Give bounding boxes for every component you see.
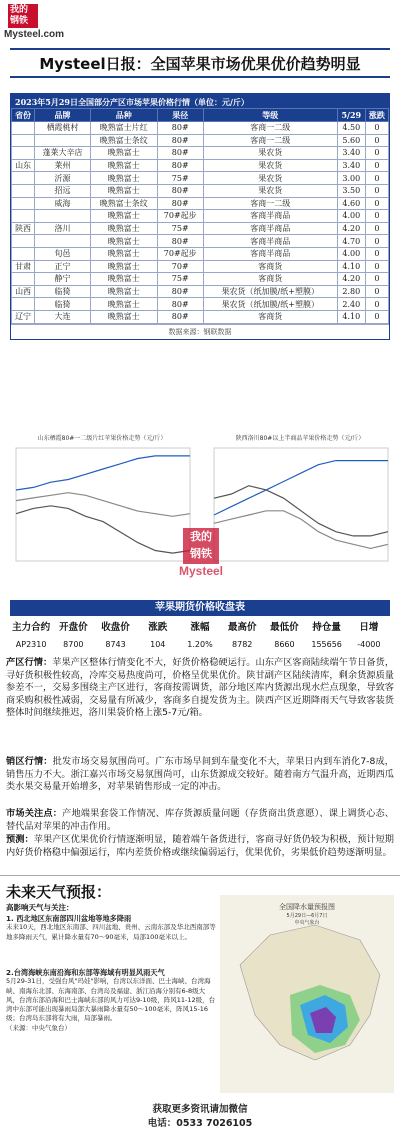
series-line-1 (16, 506, 190, 553)
futures-value-row (10, 635, 390, 654)
table-cell: 客商一二级 (203, 134, 337, 147)
table-cell: 0 (365, 147, 388, 160)
table-cell: 80# (157, 134, 203, 147)
table-cell: 0 (365, 310, 388, 323)
table-cell: 70#起步 (157, 247, 203, 260)
logo-text-1: 我的 (10, 5, 29, 15)
futures-value-cell: 1.20% (187, 640, 213, 649)
table-cell: 0 (365, 260, 388, 273)
table-cell: 旬邑 (35, 247, 91, 260)
mysteel-logo (8, 4, 38, 28)
section-divider (0, 875, 400, 876)
table-header-cell: 品种 (90, 109, 157, 122)
table-row (12, 147, 389, 160)
table-cell (35, 210, 91, 223)
table-cell: 沂源 (35, 172, 91, 185)
table-cell: 0 (365, 235, 388, 248)
table-cell (35, 134, 91, 147)
futures-header-cell: 开盘价 (59, 621, 88, 633)
table-cell: 静宁 (35, 273, 91, 286)
table-cell: 0 (365, 210, 388, 223)
table-row (12, 260, 389, 273)
watermark-box (183, 528, 219, 564)
table-cell: 果农货（纸加膜/纸+塑膜） (203, 298, 337, 311)
table-cell: 4.10 (337, 260, 365, 273)
table-cell: 4.70 (337, 235, 365, 248)
table-cell: 4.50 (337, 122, 365, 135)
market-label: 市场关注点： (6, 808, 63, 819)
table-cell: 晚熟富士 (90, 285, 157, 298)
futures-header-cell: 最低价 (270, 621, 299, 633)
chart-frame (16, 448, 190, 561)
table-cell: 0 (365, 273, 388, 286)
table-cell: 山西 (12, 285, 35, 298)
series-line-0 (214, 461, 388, 515)
table-cell: 晚熟富士 (90, 222, 157, 235)
table-row (12, 222, 389, 235)
table-cell: 4.00 (337, 247, 365, 260)
title-bar (10, 48, 390, 78)
weather-item1-text: 未来10天，西北地区东南部、四川盆地、贵州、云南东部及华北西南部等地多降雨天气，累计降水量有70～90毫米，局部100毫米以上。 (6, 923, 216, 941)
map-subtitle-source: 中央气象台 (294, 920, 320, 926)
weather-source: （来源：中央气象台） (6, 1023, 71, 1032)
table-cell: 陕西 (12, 222, 35, 235)
table-row (12, 247, 389, 260)
weather-title: 未来天气预报： (6, 883, 112, 901)
futures-header-cell: 持仓量 (312, 621, 341, 633)
chart-frame (214, 448, 388, 561)
table-header-cell: 品牌 (35, 109, 91, 122)
table-cell: 0 (365, 285, 388, 298)
sales-text: 批发市场交易氛围尚可。广东市场早间到车量变化不大，苹果日内到车消化7-8成，销售压力不大。浙江嘉兴市场交易氛围尚可，山东货源成交较好。随着南方气温升高，近期西瓜类水果交易量开始增多，对苹果销售形成一定的冲击。 (6, 756, 394, 793)
table-cell: 正宁 (35, 260, 91, 273)
footer-line1: 获取更多资讯请加微信 (152, 1104, 248, 1115)
table-cell (12, 147, 35, 160)
table-cell: 客商货 (203, 273, 337, 286)
table-cell: 0 (365, 222, 388, 235)
table-row (12, 298, 389, 311)
weather-item2-text: 5月29-31日，受强台风"玛娃"影响，台湾以东洋面、巴士海峡、台湾海峡、南海东北部、东海南部、台湾岛及福建、浙江沿海分别有6-8级大风，台湾东部沿海和巴士海峡东部的风力可达9-10级，阵风11-12级，台湾中东部可能出现暴雨局部大暴雨降水量有50～100毫米，阵风15-16级；台湾岛东部将有大雨，局部暴雨。 (6, 977, 216, 1023)
table-body (12, 122, 389, 324)
table-cell: 80# (157, 197, 203, 210)
forecast-text: 苹果产区优果优价行情逐渐明显，随着端午备货进行，客商寻好货仍较为积极，预计短期内好货价格稳中偏强运行，库内差货价格或继续偏弱运行，优果优价，劣果低价趋势逐渐明显。 (6, 834, 394, 858)
table-cell: 80# (157, 122, 203, 135)
market-text: 产地端果套袋工作情况、库存货源质量问题（存货商出货意愿）、课上调货心态、替代品对苹果的冲击作用。 (6, 808, 394, 832)
table-cell: 0 (365, 134, 388, 147)
footer (0, 1103, 400, 1131)
table-row (12, 184, 389, 197)
table-row (12, 197, 389, 210)
futures-value-cell: -4000 (357, 640, 381, 649)
table-cell (12, 247, 35, 260)
futures-header-cell: 主力合约 (12, 621, 51, 633)
table-cell: 晚熟富士 (90, 184, 157, 197)
logo-site: Mysteel.com (4, 29, 65, 40)
table-cell: 晚熟富士 (90, 247, 157, 260)
table-cell (12, 210, 35, 223)
series-line-1 (214, 486, 388, 536)
weather-item2-head: 2.台湾海峡东南沿海和东部等海域有明显风雨天气 (6, 968, 165, 977)
table-cell: 80# (157, 310, 203, 323)
table-cell (12, 235, 35, 248)
table-cell: 80# (157, 235, 203, 248)
table-cell: 客商半商品 (203, 235, 337, 248)
table-cell: 客商半商品 (203, 222, 337, 235)
table-cell: 洛川 (35, 222, 91, 235)
table-cell: 80# (157, 147, 203, 160)
watermark-line1: 我的 (190, 530, 212, 543)
table-cell (12, 172, 35, 185)
table-cell: 客商货 (203, 260, 337, 273)
table-cell: 2.40 (337, 298, 365, 311)
table-cell (12, 273, 35, 286)
futures-value-cell: 104 (150, 640, 166, 649)
table-cell: 晚熟富士条纹 (90, 134, 157, 147)
table-cell: 3.00 (337, 172, 365, 185)
table-cell: 山东 (12, 159, 35, 172)
table-cell: 晚熟富士 (90, 147, 157, 160)
table-cell: 招远 (35, 184, 91, 197)
table-cell: 果农货 (203, 184, 337, 197)
market-section (6, 808, 394, 833)
table-cell: 果农货 (203, 147, 337, 160)
table-cell: 晚熟富士 (90, 310, 157, 323)
table-cell: 临猗 (35, 285, 91, 298)
table-cell: 0 (365, 247, 388, 260)
table-cell: 客商半商品 (203, 247, 337, 260)
table-cell: 晚熟富士 (90, 235, 157, 248)
table-cell: 果农货（纸加膜/纸+塑膜） (203, 285, 337, 298)
table-cell: 75# (157, 222, 203, 235)
futures-value-cell: 8660 (274, 640, 295, 649)
table-cell: 晚熟富士 (90, 260, 157, 273)
weather-item1-head: 1. 西北地区东南部四川盆地等地多降雨 (6, 914, 132, 923)
forecast-label: 预测： (6, 834, 34, 845)
series-line-2 (214, 511, 388, 549)
table-cell (12, 184, 35, 197)
table-cell: 70#起步 (157, 210, 203, 223)
table-cell: 客商半商品 (203, 210, 337, 223)
series-line-0 (16, 456, 190, 490)
table-cell: 75# (157, 172, 203, 185)
sales-section (6, 756, 394, 794)
table-cell: 果农货 (203, 159, 337, 172)
table-row (12, 273, 389, 286)
table-cell: 80# (157, 184, 203, 197)
futures-table (10, 616, 390, 654)
table-cell: 晚熟富士 (90, 172, 157, 185)
weather-item-1 (6, 914, 216, 942)
futures-value-cell: 8782 (232, 640, 253, 649)
table-cell: 临猗 (35, 298, 91, 311)
futures-value-cell: AP2310 (15, 640, 47, 649)
map-subtitle-date: 5月29日—6月7日 (286, 913, 328, 919)
table-cell: 莱州 (35, 159, 91, 172)
table-cell: 晚熟富士 (90, 159, 157, 172)
table-cell: 晚熟富士条纹 (90, 197, 157, 210)
table-row (12, 310, 389, 323)
page-title: Mysteel日报：全国苹果市场优果优价趋势明显 (39, 54, 361, 73)
table-header-cell: 果径 (157, 109, 203, 122)
table-cell (12, 197, 35, 210)
table-cell: 客商货 (203, 310, 337, 323)
table-cell: 辽宁 (12, 310, 35, 323)
table-cell: 4.00 (337, 210, 365, 223)
price-table (10, 93, 390, 340)
forecast-section (6, 834, 394, 859)
table-cell: 威海 (35, 197, 91, 210)
map-svg (220, 895, 394, 1093)
table-caption: 2023年5月29日全国部分产区市场苹果价格行情（单位：元/斤） (11, 94, 389, 108)
table-cell: 0 (365, 172, 388, 185)
weather-item-2 (6, 968, 216, 1033)
table-cell (12, 122, 35, 135)
table-cell: 客商一二级 (203, 197, 337, 210)
futures-header-cell: 收盘价 (101, 621, 130, 633)
table-row (12, 235, 389, 248)
table-cell: 3.40 (337, 147, 365, 160)
table-header-cell: 涨跌 (365, 109, 388, 122)
futures-value-cell: 8700 (63, 640, 84, 649)
sales-label: 销区行情： (6, 756, 53, 767)
table-cell: 甘肃 (12, 260, 35, 273)
table-cell: 3.40 (337, 159, 365, 172)
series-line-2 (16, 493, 190, 517)
table-cell: 5.60 (337, 134, 365, 147)
futures-value-cell: 8743 (105, 640, 126, 649)
table-row (12, 134, 389, 147)
table-cell: 0 (365, 159, 388, 172)
watermark-line2: 钢铁 (190, 547, 212, 560)
table-row (12, 122, 389, 135)
table-cell (12, 298, 35, 311)
table-cell: 晚熟富士 (90, 298, 157, 311)
production-text: 苹果产区整体行情变化不大，好货价格稳硬运行。山东产区客商陆续端午节日备货，寻好货积极性较高，冷库交易热度尚可，价格呈优果优价。陕甘副产区陆续清库，剩余货源质量参差不一，交易多围绕主产区进行，客商按需调货，部分地区库内货源出现水烂点现象，导致客商采购积极性减弱，交易量有所减少，客商多自提发货为主。陕西产区近期降雨天气导致客装货整体时间继续推迟，洛川果袋价格上涨5-7元/箱。 (6, 657, 395, 719)
table-cell: 3.50 (337, 184, 365, 197)
table-header-cell: 省份 (12, 109, 35, 122)
table-cell: 晚熟富士 (90, 273, 157, 286)
table-cell: 2.80 (337, 285, 365, 298)
table-header-cell: 5/29 (337, 109, 365, 122)
chart-title-left: 山东栖霞80#一二级片红苹果价格走势（元/斤） (37, 435, 167, 442)
table-cell: 0 (365, 122, 388, 135)
table-row (12, 159, 389, 172)
futures-header-cell: 涨跌 (148, 621, 168, 633)
chart-title-right: 陕西洛川80#以上半商品苹果价格走势（元/斤） (235, 435, 365, 442)
table-header-cell: 等级 (203, 109, 337, 122)
futures-value-cell: 155656 (311, 640, 342, 649)
table-cell: 4.10 (337, 310, 365, 323)
table-cell: 0 (365, 197, 388, 210)
table-cell: 大连 (35, 310, 91, 323)
precipitation-map (220, 895, 394, 1093)
table-cell: 80# (157, 159, 203, 172)
table-cell (12, 134, 35, 147)
table-cell: 4.20 (337, 273, 365, 286)
table-cell: 4.20 (337, 222, 365, 235)
table-cell: 晚熟富士 (90, 210, 157, 223)
table-row (12, 172, 389, 185)
table-cell: 0 (365, 298, 388, 311)
table-cell: 75# (157, 273, 203, 286)
futures-header-cell: 日增 (359, 621, 379, 633)
futures-header-cell: 涨幅 (190, 621, 210, 633)
table-cell: 70# (157, 260, 203, 273)
table-cell: 0 (365, 184, 388, 197)
logo-text-2: 钢铁 (10, 16, 29, 26)
table-source: 数据来源：钢联数据 (11, 324, 389, 339)
table-row (12, 210, 389, 223)
futures-header-cell: 最高价 (227, 621, 257, 633)
table-cell (35, 235, 91, 248)
futures-header-row (10, 616, 390, 635)
production-label: 产区行情： (6, 657, 53, 668)
table-cell: 80# (157, 298, 203, 311)
table-cell: 栖霞桃村 (35, 122, 91, 135)
table-cell: 果农货 (203, 172, 337, 185)
weather-subtitle: 高影响天气与关注： (6, 903, 74, 912)
mysteel-watermark (165, 528, 237, 600)
table-cell: 蓬莱大辛店 (35, 147, 91, 160)
table-row (12, 285, 389, 298)
table-cell: 4.60 (337, 197, 365, 210)
map-title: 全国降水量预报图 (279, 903, 335, 911)
table-cell: 80# (157, 285, 203, 298)
footer-line2: 电话：0533 7026105 (147, 1118, 253, 1129)
production-section (6, 657, 394, 720)
table-header-row (12, 109, 389, 122)
table-cell: 客商一二级 (203, 122, 337, 135)
watermark-site: Mysteel (178, 564, 224, 578)
table-cell: 晚熟富士片红 (90, 122, 157, 135)
futures-title: 苹果期货价格收盘表 (10, 600, 390, 616)
